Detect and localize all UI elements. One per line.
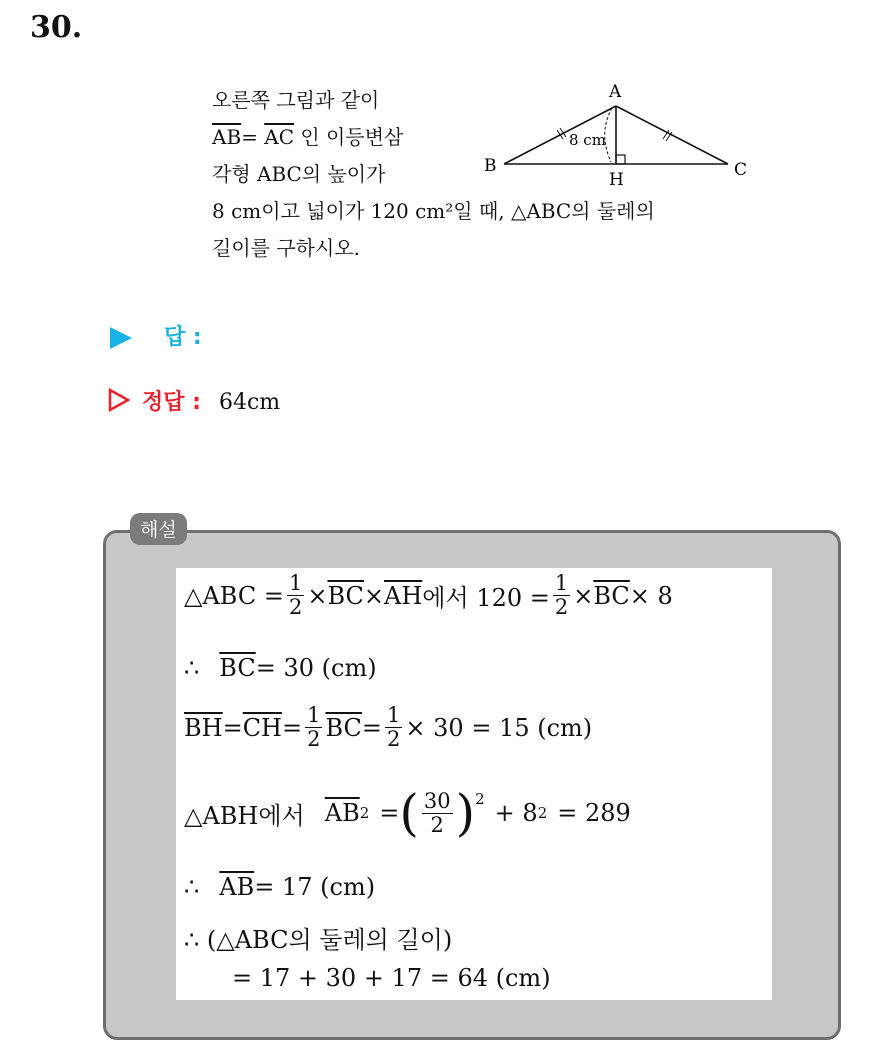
fraction-half: $\frac{1}{2}$ (288, 571, 303, 619)
answer-row (110, 320, 202, 351)
segment-ab-sq: $\overline{AB}$ (324, 799, 360, 827)
segment-ab: $\overline{AB}$ (212, 125, 242, 149)
question-number: 30. (30, 10, 83, 45)
correct-answer-value: 64cm (218, 390, 281, 415)
question-line-1: 오른쪽 그림과 같이 (212, 88, 380, 112)
fraction-half-4: $\frac{1}{2}$ (387, 703, 401, 751)
solution-tag: 해설 (130, 513, 187, 545)
solution-l7: = 17 + 30 + 17 = 64 (cm) (232, 964, 551, 992)
correct-answer-label: 정답 : (142, 390, 201, 415)
solution-l1-f: × 8 (629, 581, 673, 610)
solution-l1-c: × (363, 581, 385, 610)
solution-l5-b: = 17 (cm) (254, 873, 376, 901)
segment-ah: $\overline{AH}$ (384, 581, 423, 610)
solution-line-1 (184, 572, 673, 619)
question-line-2: $\overline{AB}= \overline{AC}$ 인 이등변삼 (212, 125, 404, 149)
question-line-4: 8 cm이고 넓이가 120 cm²일 때, △ABC의 둘레의 (212, 199, 655, 223)
solution-line-7 (232, 964, 551, 992)
correct-answer-row (108, 385, 280, 416)
segment-bh: $\overline{BH}$ (184, 713, 223, 742)
hollow-arrow-icon (108, 388, 130, 412)
question-line-3: 각형 ABC의 높이가 (212, 162, 386, 186)
segment-bc-2: $\overline{BC}$ (593, 581, 630, 610)
solution-l6: ∴ (△ABC의 둘레의 길이) (184, 926, 453, 954)
solution-l1-d: 에서 120 = (422, 584, 550, 612)
answer-label: 답 : (164, 325, 202, 350)
solution-l2-b: = 30 (cm) (255, 654, 377, 682)
question-line-2-rest: 인 이등변삼 (300, 125, 404, 149)
solution-line-2 (184, 654, 377, 682)
segment-ab-2: $\overline{AB}$ (219, 873, 255, 901)
solution-line-4: △ABH에서 $\overline{AB}$ 2 = ( $\frac{30}{2}$ ) $^2$ + 8 2 = 289 (184, 784, 631, 842)
segment-bc-4: $\overline{BC}$ (325, 713, 362, 742)
fraction-half-2: $\frac{1}{2}$ (554, 571, 569, 619)
solution-l3-eq3: = (361, 713, 383, 742)
segment-ac: $\overline{AC}$ (264, 125, 295, 149)
segment-ch: $\overline{CH}$ (242, 713, 282, 742)
solution-l1-b: × (307, 581, 328, 610)
solution-l3-eq: = (222, 713, 243, 742)
triangle-figure (478, 78, 758, 188)
therefore-symbol: ∴ (184, 654, 200, 682)
solution-l3-rest: × 30 = 15 (cm) (405, 713, 593, 742)
solution-content (176, 568, 772, 1000)
fraction-thirty-halves: $\frac{30}{2}$ (423, 788, 451, 837)
solution-l4-eq: = (379, 799, 400, 827)
segment-bc: $\overline{BC}$ (327, 581, 364, 610)
solution-l4-a: △ABH에서 (184, 801, 305, 830)
side-ac (616, 106, 728, 164)
label-h: H (609, 170, 624, 188)
fraction-half-3: $\frac{1}{2}$ (307, 703, 321, 751)
solution-line-5 (184, 873, 375, 901)
label-height: 8 cm (569, 131, 606, 149)
solution-l1-e: × (573, 581, 594, 610)
label-c: C (734, 160, 748, 180)
solution-l1-a: △ABC = (184, 581, 284, 610)
segment-bc-3: $\overline{BC}$ (219, 654, 256, 682)
question-line-5: 길이를 구하시오. (212, 236, 360, 260)
solution-l3-eq2: = (281, 713, 303, 742)
answer-arrow-icon (110, 327, 132, 349)
solution-line-3 (184, 704, 592, 751)
label-b: B (484, 156, 497, 176)
therefore-symbol-2: ∴ (184, 873, 200, 901)
solution-line-6 (184, 920, 452, 955)
solution-l4-rest: + 8 (494, 799, 538, 827)
solution-l4-result: = 289 (557, 799, 631, 827)
label-a: A (609, 82, 622, 102)
right-angle-mark (616, 155, 625, 164)
